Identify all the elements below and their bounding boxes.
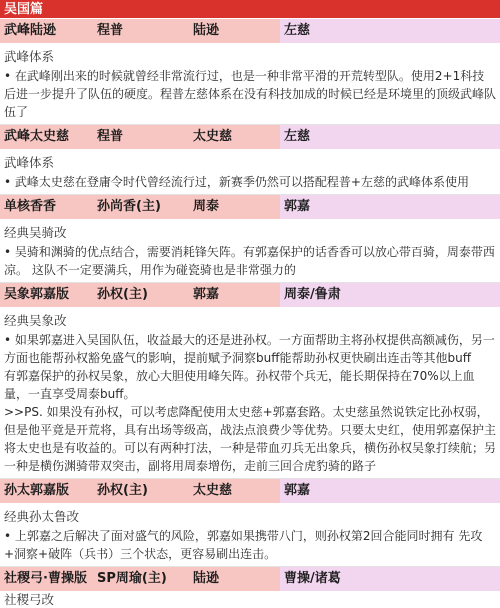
- lineup-header-row: [0, 567, 500, 592]
- general-cell: 太史慈: [189, 125, 280, 149]
- general-cell: 陆逊: [189, 567, 280, 591]
- section-subtitle: 社稷弓改: [4, 592, 55, 607]
- general-cell: 左慈: [280, 125, 382, 149]
- section-body: [4, 331, 496, 475]
- general-cell: 郭嘉: [189, 283, 280, 307]
- general-cell: SP周瑜(主): [93, 567, 189, 591]
- lineup-name: 孙太郭嘉版: [0, 479, 93, 503]
- general-cell: 郭嘉: [280, 479, 382, 503]
- section-body: [4, 67, 496, 121]
- general-cell: [382, 125, 500, 149]
- general-cell: 孙尚香(主): [93, 195, 189, 219]
- general-cell: [382, 283, 500, 307]
- lineup-header-row: [0, 19, 500, 44]
- general-cell: [382, 479, 500, 503]
- general-cell: 周泰: [189, 195, 280, 219]
- general-cell: 孙权(主): [93, 283, 189, 307]
- general-cell: 曹操/诸葛: [280, 567, 382, 591]
- lineup-header-row: [0, 195, 500, 220]
- general-cell: 程普: [93, 19, 189, 43]
- lineup-section: [0, 150, 500, 195]
- section-body: [4, 173, 496, 191]
- general-cell: 孙权(主): [93, 479, 189, 503]
- general-cell: 太史慈: [189, 479, 280, 503]
- sections-container: [0, 19, 500, 608]
- general-cell: [382, 19, 500, 43]
- paragraph: • 上郭嘉之后解决了面对盛气的风险，郭嘉如果携带八门，则孙权第2回合能同时拥有 先攻+洞察+破阵（兵书）三个状态，更容易刷出连击。: [4, 529, 483, 561]
- general-cell: [382, 195, 500, 219]
- lineup-header-row: [0, 479, 500, 504]
- paragraph: • 吴骑和渊骑的优点结合，需要消耗锋矢阵。有郭嘉保护的话香香可以放心带百骑，周泰带西凉。 这队不一定要满兵，用作为碰瓷骑也是非常强力的: [4, 245, 495, 277]
- section-body: [4, 527, 496, 563]
- general-cell: 程普: [93, 125, 189, 149]
- general-cell: 周泰/鲁肃: [280, 283, 382, 307]
- paragraph: • 在武峰刚出来的时候就曾经非常流行过，也是一种非常平滑的开荒转型队。使用2+1科技后进一步提升了队伍的硬度。程普左慈体系在没有科技加成的时候已经是环境里的顶级武峰队伍了: [4, 69, 497, 119]
- general-cell: 陆逊: [189, 19, 280, 43]
- lineup-section: [0, 308, 500, 479]
- lineup-section: [0, 220, 500, 283]
- lineup-section: [0, 44, 500, 125]
- section-subtitle: 经典吴象改: [4, 313, 67, 328]
- lineup-header-row: [0, 125, 500, 150]
- lineup-name: 单核香香: [0, 195, 93, 219]
- section-subtitle: 经典孙太鲁改: [4, 509, 80, 524]
- paragraph: • 如果郭嘉进入吴国队伍，收益最大的还是进孙权。一方面帮助主将孙权提供高额减伤，另一方面也能帮孙权豁免盛气的影响，提前赋予洞察buff能帮助孙权更快刷出连击等其他buff: [4, 333, 495, 365]
- section-body: [4, 243, 496, 279]
- lineup-name: 社稷弓·曹操版: [0, 567, 93, 591]
- paragraph: >>PS. 如果没有孙权，可以考虑降配使用太史慈+郭嘉套路。太史慈虽然说铁定比孙权弱，但是他平竟是开荒将，具有出场等级高，战法点浪费少等优势。只要太史红，使用郭嘉保护主将太史也是有收益的。可以有两种打法，一种是带血刃兵无出象兵，横伤孙权吴象打续航；另一种是横伤渊骑带双突击，副将用周泰增伤，走前三回合虎豹骑的路子: [4, 405, 497, 473]
- page-title: 吴国篇: [0, 0, 500, 19]
- general-cell: 左慈: [280, 19, 382, 43]
- paragraph: 有郭嘉保护的孙权吴象，放心大胆使用峰矢阵。孙权带个兵无，能长期保持在70%以上血量，一直享受周泰buff。: [4, 369, 475, 401]
- section-subtitle: 武峰体系: [4, 49, 55, 64]
- lineup-name: 吴象郭嘉版: [0, 283, 93, 307]
- general-cell: [382, 567, 500, 591]
- section-subtitle: 武峰体系: [4, 155, 55, 170]
- lineup-section: [0, 504, 500, 567]
- lineup-name: 武峰陆逊: [0, 19, 93, 43]
- section-subtitle: 经典吴骑改: [4, 225, 67, 240]
- lineup-name: 武峰太史慈: [0, 125, 93, 149]
- general-cell: 郭嘉: [280, 195, 382, 219]
- paragraph: • 武峰太史慈在登庸令时代曾经流行过，新赛季仍然可以搭配程普+左慈的武峰体系使用: [4, 175, 469, 189]
- lineup-header-row: [0, 283, 500, 308]
